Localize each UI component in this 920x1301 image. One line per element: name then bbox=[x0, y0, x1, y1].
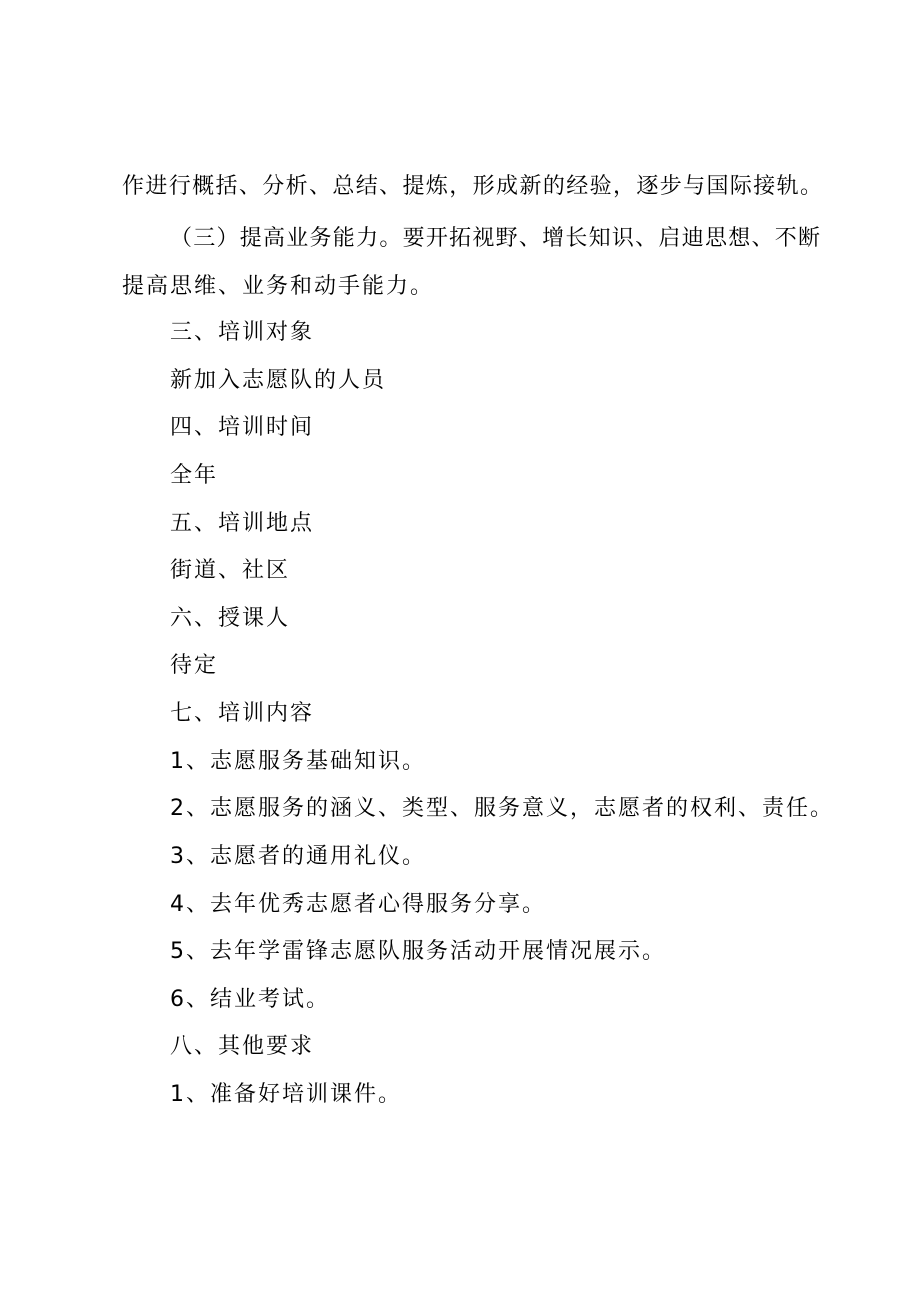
section-body-training-location: 街道、社区 bbox=[170, 558, 291, 583]
content-item-2: 2、志愿服务的涵义、类型、服务意义，志愿者的权利、责任。 bbox=[170, 796, 834, 821]
paragraph-3-line-2: 提高思维、业务和动手能力。 bbox=[122, 274, 435, 299]
requirement-item-1: 1、准备好培训课件。 bbox=[170, 1082, 402, 1107]
content-item-3: 3、志愿者的通用礼仪。 bbox=[170, 844, 426, 869]
section-body-lecturer: 待定 bbox=[170, 653, 219, 678]
section-heading-training-time: 四、培训时间 bbox=[170, 415, 315, 440]
content-item-1: 1、志愿服务基础知识。 bbox=[170, 749, 426, 774]
section-body-training-time: 全年 bbox=[170, 463, 219, 488]
section-heading-lecturer: 六、授课人 bbox=[170, 606, 291, 631]
section-heading-training-target: 三、培训对象 bbox=[170, 320, 315, 345]
paragraph-continuation-line: 作进行概括、分析、总结、提炼，形成新的经验，逐步与国际接轨。 bbox=[122, 174, 822, 199]
section-heading-other-requirements: 八、其他要求 bbox=[170, 1034, 315, 1059]
section-body-training-target: 新加入志愿队的人员 bbox=[170, 368, 387, 393]
paragraph-3-line-1: （三）提高业务能力。要开拓视野、增长知识、启迪思想、不断 bbox=[170, 226, 820, 251]
content-item-6: 6、结业考试。 bbox=[170, 987, 330, 1012]
section-heading-training-location: 五、培训地点 bbox=[170, 511, 315, 536]
section-heading-training-content: 七、培训内容 bbox=[170, 701, 315, 726]
content-item-4: 4、去年优秀志愿者心得服务分享。 bbox=[170, 892, 546, 917]
content-item-5: 5、去年学雷锋志愿队服务活动开展情况展示。 bbox=[170, 939, 666, 964]
